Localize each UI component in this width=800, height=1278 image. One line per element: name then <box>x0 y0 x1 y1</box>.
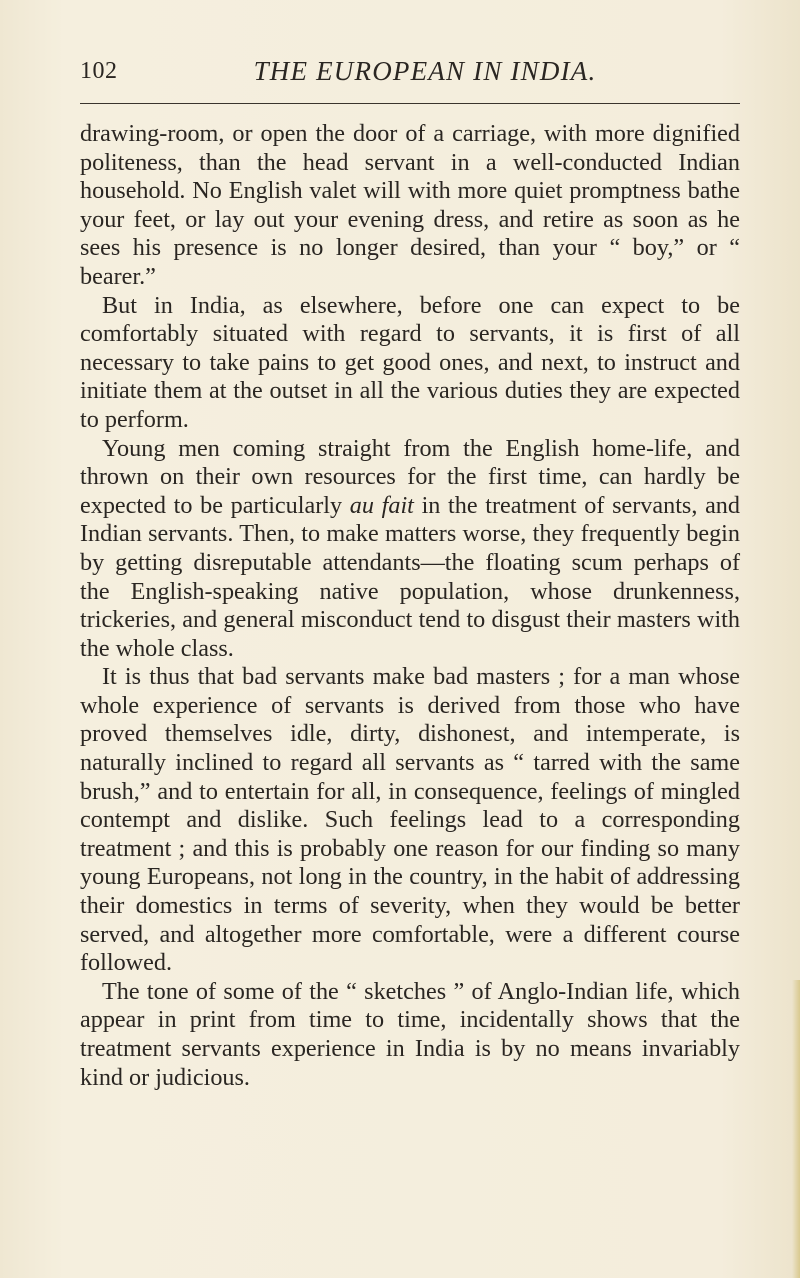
paragraph-2: But in India, as elsewhere, before one can expect to be comfortably situated with regard to servants, it is first of all necessary to take pains to get good ones, and next, to instruct and initiate them at the outset in all the various duties they are expected to perform. <box>80 291 740 433</box>
page-header <box>80 56 740 96</box>
body-text <box>80 120 740 1092</box>
paragraph-1: drawing-room, or open the door of a carriage, with more dignified politeness, than the head servant in a well-conducted Indian household. No English valet will with more quiet promptness bathe your feet, or lay out your evening dress, and retire as soon as he sees his presence is no longer desired, than your “ boy,” or “ bearer.” <box>80 120 740 290</box>
page-edge-shade <box>792 980 800 1278</box>
paragraph-3: Young men coming straight from the English home-life, and thrown on their own resources for the first time, can hardly be expected to be particularly au fait in the treatment of servants, and Indian servants. Then, to make matters worse, they frequently begin by getting disreputable attendants—the floating scum perhaps of the English-speaking native population, whose drunkenness, trickeries, and general misconduct tend to disgust their masters with the whole class. <box>80 434 740 662</box>
running-head: THE EUROPEAN IN INDIA. <box>253 56 597 86</box>
paragraph-5: The tone of some of the “ sketches ” of Anglo-Indian life, which appear in print from time to time, incidentally shows that the treatment servants experience in India is by no means invariably kind or judicious. <box>80 977 740 1091</box>
page-number: 102 <box>80 58 118 84</box>
header-rule <box>80 103 740 104</box>
paragraph-4: It is thus that bad servants make bad masters ; for a man whose whole experience of servants is derived from those who have proved themselves idle, dirty, dishonest, and intemperate, is naturally inclined to regard all servants as “ tarred with the same brush,” and to entertain for all, in consequence, feelings of mingled contempt and dislike. Such feelings lead to a corresponding treatment ; and this is probably one reason for our finding so many young Europeans, not long in the country, in the habit of addressing their domestics in terms of severity, when they would be better served, and altogether more comfortable, were a different course followed. <box>80 663 740 977</box>
foreign-phrase: au fait <box>349 491 414 519</box>
